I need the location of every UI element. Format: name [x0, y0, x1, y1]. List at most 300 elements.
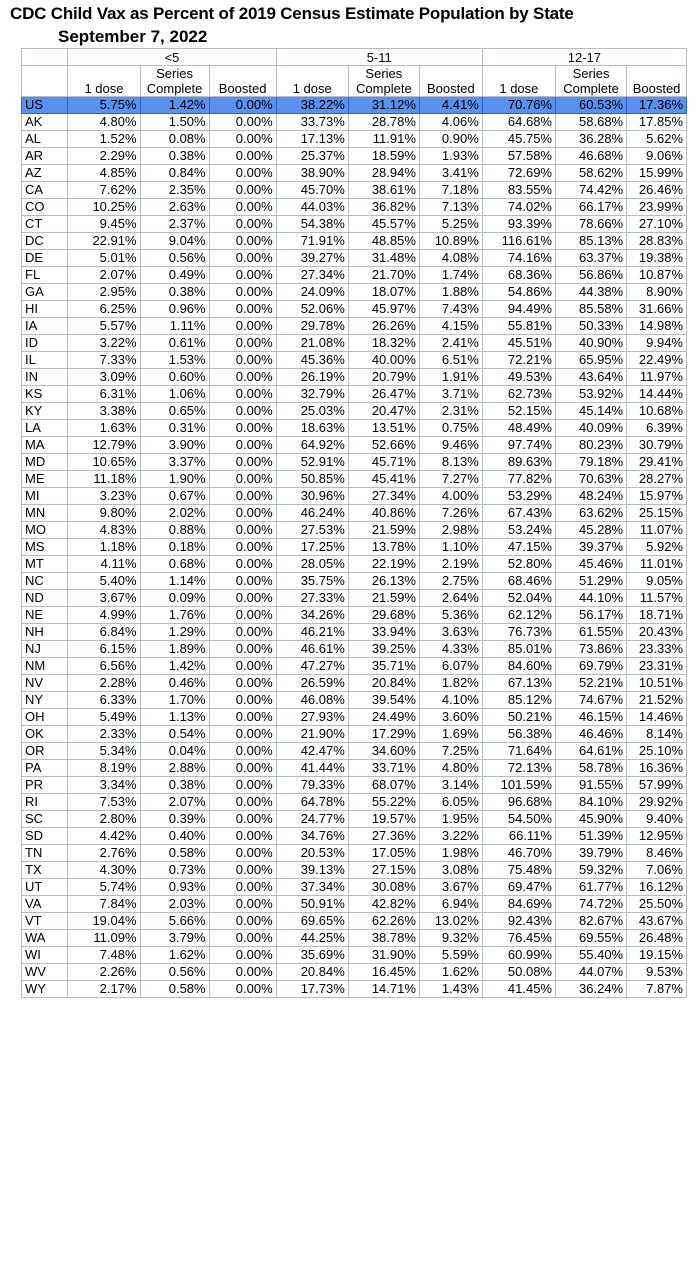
value-cell: 27.36% [348, 828, 419, 845]
value-cell: 20.43% [627, 624, 687, 641]
value-cell: 75.48% [482, 862, 555, 879]
value-cell: 17.29% [348, 726, 419, 743]
value-cell: 2.76% [68, 845, 140, 862]
value-cell: 71.91% [276, 233, 348, 250]
value-cell: 0.00% [209, 267, 276, 284]
table-row [22, 420, 687, 437]
value-cell: 1.63% [68, 420, 140, 437]
value-cell: 35.69% [276, 947, 348, 964]
value-cell: 40.86% [348, 505, 419, 522]
value-cell: 9.06% [627, 148, 687, 165]
value-cell: 80.23% [555, 437, 626, 454]
value-cell: 0.00% [209, 233, 276, 250]
state-code-cell: OK [22, 726, 68, 743]
value-cell: 4.80% [68, 114, 140, 131]
value-cell: 0.00% [209, 437, 276, 454]
column-header: Boosted [419, 66, 482, 97]
value-cell: 0.90% [419, 131, 482, 148]
value-cell: 0.00% [209, 590, 276, 607]
value-cell: 5.40% [68, 573, 140, 590]
value-cell: 12.79% [68, 437, 140, 454]
value-cell: 44.25% [276, 930, 348, 947]
value-cell: 2.80% [68, 811, 140, 828]
value-cell: 3.67% [68, 590, 140, 607]
value-cell: 34.26% [276, 607, 348, 624]
value-cell: 15.97% [627, 488, 687, 505]
value-cell: 13.51% [348, 420, 419, 437]
value-cell: 83.55% [482, 182, 555, 199]
value-cell: 27.34% [348, 488, 419, 505]
table-row [22, 318, 687, 335]
value-cell: 2.33% [68, 726, 140, 743]
column-header: Series Complete [555, 66, 626, 97]
value-cell: 52.06% [276, 301, 348, 318]
state-code-cell: WV [22, 964, 68, 981]
value-cell: 56.86% [555, 267, 626, 284]
page-title: CDC Child Vax as Percent of 2019 Census Estimate Population by State [10, 4, 574, 23]
value-cell: 50.08% [482, 964, 555, 981]
value-cell: 22.49% [627, 352, 687, 369]
value-cell: 59.32% [555, 862, 626, 879]
state-code-cell: AZ [22, 165, 68, 182]
value-cell: 116.61% [482, 233, 555, 250]
state-code-cell: LA [22, 420, 68, 437]
table-row [22, 199, 687, 216]
value-cell: 3.22% [419, 828, 482, 845]
value-cell: 60.99% [482, 947, 555, 964]
value-cell: 4.11% [68, 556, 140, 573]
value-cell: 68.36% [482, 267, 555, 284]
value-cell: 76.45% [482, 930, 555, 947]
value-cell: 26.47% [348, 386, 419, 403]
value-cell: 55.40% [555, 947, 626, 964]
value-cell: 0.46% [140, 675, 209, 692]
value-cell: 30.08% [348, 879, 419, 896]
value-cell: 51.29% [555, 573, 626, 590]
value-cell: 19.57% [348, 811, 419, 828]
value-cell: 0.08% [140, 131, 209, 148]
value-cell: 23.31% [627, 658, 687, 675]
table-row [22, 607, 687, 624]
value-cell: 56.17% [555, 607, 626, 624]
value-cell: 9.80% [68, 505, 140, 522]
value-cell: 45.75% [482, 131, 555, 148]
value-cell: 0.54% [140, 726, 209, 743]
value-cell: 1.52% [68, 131, 140, 148]
value-cell: 69.79% [555, 658, 626, 675]
table-row [22, 794, 687, 811]
value-cell: 14.44% [627, 386, 687, 403]
value-cell: 63.37% [555, 250, 626, 267]
value-cell: 38.22% [276, 97, 348, 114]
value-cell: 40.00% [348, 352, 419, 369]
value-cell: 9.32% [419, 930, 482, 947]
value-cell: 1.98% [419, 845, 482, 862]
value-cell: 1.88% [419, 284, 482, 301]
value-cell: 9.04% [140, 233, 209, 250]
table-row [22, 216, 687, 233]
value-cell: 39.27% [276, 250, 348, 267]
value-cell: 2.98% [419, 522, 482, 539]
value-cell: 36.82% [348, 199, 419, 216]
value-cell: 3.22% [68, 335, 140, 352]
value-cell: 55.22% [348, 794, 419, 811]
table-row [22, 760, 687, 777]
value-cell: 5.74% [68, 879, 140, 896]
state-code-cell: KY [22, 403, 68, 420]
value-cell: 84.69% [482, 896, 555, 913]
value-cell: 4.80% [419, 760, 482, 777]
state-code-cell: NM [22, 658, 68, 675]
value-cell: 1.93% [419, 148, 482, 165]
value-cell: 0.88% [140, 522, 209, 539]
table-row [22, 165, 687, 182]
value-cell: 2.31% [419, 403, 482, 420]
state-code-cell: MD [22, 454, 68, 471]
value-cell: 55.81% [482, 318, 555, 335]
value-cell: 4.06% [419, 114, 482, 131]
value-cell: 14.71% [348, 981, 419, 998]
value-cell: 62.26% [348, 913, 419, 930]
value-cell: 0.00% [209, 556, 276, 573]
value-cell: 17.73% [276, 981, 348, 998]
age-group-header: 5-11 [276, 49, 482, 66]
value-cell: 8.19% [68, 760, 140, 777]
value-cell: 0.00% [209, 777, 276, 794]
state-code-cell: ID [22, 335, 68, 352]
value-cell: 25.37% [276, 148, 348, 165]
state-code-cell: RI [22, 794, 68, 811]
value-cell: 9.45% [68, 216, 140, 233]
value-cell: 1.06% [140, 386, 209, 403]
value-cell: 38.61% [348, 182, 419, 199]
value-cell: 27.53% [276, 522, 348, 539]
value-cell: 2.88% [140, 760, 209, 777]
value-cell: 34.60% [348, 743, 419, 760]
value-cell: 48.24% [555, 488, 626, 505]
value-cell: 3.38% [68, 403, 140, 420]
value-cell: 18.63% [276, 420, 348, 437]
table-row [22, 828, 687, 845]
value-cell: 2.37% [140, 216, 209, 233]
value-cell: 2.41% [419, 335, 482, 352]
value-cell: 10.87% [627, 267, 687, 284]
value-cell: 85.12% [482, 692, 555, 709]
state-code-cell: MN [22, 505, 68, 522]
value-cell: 33.71% [348, 760, 419, 777]
value-cell: 9.05% [627, 573, 687, 590]
value-cell: 5.36% [419, 607, 482, 624]
value-cell: 19.04% [68, 913, 140, 930]
value-cell: 7.25% [419, 743, 482, 760]
table-row [22, 930, 687, 947]
value-cell: 0.00% [209, 981, 276, 998]
state-code-cell: US [22, 97, 68, 114]
table-row [22, 692, 687, 709]
value-cell: 28.05% [276, 556, 348, 573]
table-row [22, 981, 687, 998]
value-cell: 10.51% [627, 675, 687, 692]
value-cell: 28.27% [627, 471, 687, 488]
value-cell: 6.84% [68, 624, 140, 641]
value-cell: 6.51% [419, 352, 482, 369]
value-cell: 1.90% [140, 471, 209, 488]
value-cell: 1.89% [140, 641, 209, 658]
value-cell: 0.00% [209, 420, 276, 437]
value-cell: 0.00% [209, 386, 276, 403]
value-cell: 26.48% [627, 930, 687, 947]
value-cell: 47.15% [482, 539, 555, 556]
value-cell: 0.00% [209, 182, 276, 199]
value-cell: 45.57% [348, 216, 419, 233]
value-cell: 0.00% [209, 165, 276, 182]
value-cell: 97.74% [482, 437, 555, 454]
state-code-cell: DE [22, 250, 68, 267]
table-row [22, 488, 687, 505]
value-cell: 3.60% [419, 709, 482, 726]
value-cell: 6.39% [627, 420, 687, 437]
value-cell: 9.94% [627, 335, 687, 352]
value-cell: 2.26% [68, 964, 140, 981]
value-cell: 7.62% [68, 182, 140, 199]
value-cell: 6.94% [419, 896, 482, 913]
value-cell: 18.59% [348, 148, 419, 165]
table-row [22, 862, 687, 879]
value-cell: 14.98% [627, 318, 687, 335]
state-code-cell: FL [22, 267, 68, 284]
value-cell: 0.93% [140, 879, 209, 896]
value-cell: 0.00% [209, 216, 276, 233]
table-row [22, 369, 687, 386]
value-cell: 40.09% [555, 420, 626, 437]
value-cell: 0.67% [140, 488, 209, 505]
value-cell: 20.53% [276, 845, 348, 862]
value-cell: 4.30% [68, 862, 140, 879]
header-corner [22, 49, 68, 66]
value-cell: 10.25% [68, 199, 140, 216]
value-cell: 6.15% [68, 641, 140, 658]
value-cell: 2.29% [68, 148, 140, 165]
value-cell: 3.90% [140, 437, 209, 454]
value-cell: 0.00% [209, 709, 276, 726]
value-cell: 69.55% [555, 930, 626, 947]
value-cell: 21.90% [276, 726, 348, 743]
value-cell: 11.91% [348, 131, 419, 148]
value-cell: 5.25% [419, 216, 482, 233]
value-cell: 27.33% [276, 590, 348, 607]
state-code-cell: ME [22, 471, 68, 488]
value-cell: 44.07% [555, 964, 626, 981]
value-cell: 4.10% [419, 692, 482, 709]
value-cell: 0.38% [140, 284, 209, 301]
value-cell: 5.92% [627, 539, 687, 556]
value-cell: 6.25% [68, 301, 140, 318]
value-cell: 16.36% [627, 760, 687, 777]
value-cell: 1.74% [419, 267, 482, 284]
value-cell: 67.13% [482, 675, 555, 692]
value-cell: 0.73% [140, 862, 209, 879]
value-cell: 45.71% [348, 454, 419, 471]
value-cell: 0.00% [209, 505, 276, 522]
value-cell: 1.76% [140, 607, 209, 624]
age-group-header: 12-17 [482, 49, 686, 66]
value-cell: 65.95% [555, 352, 626, 369]
value-cell: 3.09% [68, 369, 140, 386]
state-code-cell: WA [22, 930, 68, 947]
value-cell: 29.68% [348, 607, 419, 624]
value-cell: 42.47% [276, 743, 348, 760]
value-cell: 3.37% [140, 454, 209, 471]
state-code-cell: DC [22, 233, 68, 250]
column-header-row [22, 66, 687, 97]
value-cell: 21.59% [348, 522, 419, 539]
value-cell: 0.84% [140, 165, 209, 182]
value-cell: 24.49% [348, 709, 419, 726]
vaccination-table [21, 48, 687, 998]
value-cell: 43.64% [555, 369, 626, 386]
value-cell: 34.76% [276, 828, 348, 845]
value-cell: 26.26% [348, 318, 419, 335]
value-cell: 8.90% [627, 284, 687, 301]
state-code-cell: IL [22, 352, 68, 369]
value-cell: 61.77% [555, 879, 626, 896]
value-cell: 45.28% [555, 522, 626, 539]
value-cell: 16.45% [348, 964, 419, 981]
value-cell: 42.82% [348, 896, 419, 913]
value-cell: 39.13% [276, 862, 348, 879]
value-cell: 74.67% [555, 692, 626, 709]
value-cell: 0.00% [209, 522, 276, 539]
value-cell: 17.13% [276, 131, 348, 148]
value-cell: 27.10% [627, 216, 687, 233]
value-cell: 0.00% [209, 335, 276, 352]
value-cell: 58.68% [555, 114, 626, 131]
value-cell: 44.10% [555, 590, 626, 607]
value-cell: 0.49% [140, 267, 209, 284]
state-code-cell: NC [22, 573, 68, 590]
table-row [22, 386, 687, 403]
age-group-header-row [22, 49, 687, 66]
table-row [22, 301, 687, 318]
value-cell: 26.59% [276, 675, 348, 692]
value-cell: 61.55% [555, 624, 626, 641]
value-cell: 85.13% [555, 233, 626, 250]
table-row [22, 624, 687, 641]
value-cell: 0.00% [209, 845, 276, 862]
value-cell: 57.58% [482, 148, 555, 165]
value-cell: 4.41% [419, 97, 482, 114]
value-cell: 52.15% [482, 403, 555, 420]
value-cell: 0.00% [209, 947, 276, 964]
value-cell: 74.72% [555, 896, 626, 913]
value-cell: 46.24% [276, 505, 348, 522]
value-cell: 1.13% [140, 709, 209, 726]
state-code-cell: IN [22, 369, 68, 386]
table-row [22, 658, 687, 675]
value-cell: 1.82% [419, 675, 482, 692]
value-cell: 0.68% [140, 556, 209, 573]
value-cell: 33.94% [348, 624, 419, 641]
value-cell: 0.00% [209, 97, 276, 114]
value-cell: 6.05% [419, 794, 482, 811]
value-cell: 50.85% [276, 471, 348, 488]
value-cell: 21.70% [348, 267, 419, 284]
value-cell: 0.00% [209, 199, 276, 216]
value-cell: 24.77% [276, 811, 348, 828]
table-row [22, 250, 687, 267]
value-cell: 0.00% [209, 471, 276, 488]
value-cell: 73.86% [555, 641, 626, 658]
value-cell: 66.11% [482, 828, 555, 845]
value-cell: 9.46% [419, 437, 482, 454]
state-code-cell: VA [22, 896, 68, 913]
value-cell: 45.90% [555, 811, 626, 828]
value-cell: 0.00% [209, 862, 276, 879]
value-cell: 46.61% [276, 641, 348, 658]
state-code-cell: IA [22, 318, 68, 335]
state-code-cell: ND [22, 590, 68, 607]
header-corner [22, 66, 68, 97]
value-cell: 1.43% [419, 981, 482, 998]
state-code-cell: WY [22, 981, 68, 998]
column-header: Boosted [627, 66, 687, 97]
value-cell: 39.37% [555, 539, 626, 556]
value-cell: 85.58% [555, 301, 626, 318]
value-cell: 26.19% [276, 369, 348, 386]
state-code-cell: NV [22, 675, 68, 692]
value-cell: 64.92% [276, 437, 348, 454]
value-cell: 11.09% [68, 930, 140, 947]
value-cell: 31.66% [627, 301, 687, 318]
value-cell: 0.00% [209, 403, 276, 420]
value-cell: 0.00% [209, 743, 276, 760]
value-cell: 30.79% [627, 437, 687, 454]
value-cell: 21.08% [276, 335, 348, 352]
value-cell: 60.53% [555, 97, 626, 114]
table-row [22, 709, 687, 726]
value-cell: 2.02% [140, 505, 209, 522]
value-cell: 4.99% [68, 607, 140, 624]
value-cell: 7.26% [419, 505, 482, 522]
value-cell: 89.63% [482, 454, 555, 471]
state-code-cell: PR [22, 777, 68, 794]
value-cell: 6.31% [68, 386, 140, 403]
value-cell: 46.68% [555, 148, 626, 165]
value-cell: 11.18% [68, 471, 140, 488]
state-code-cell: KS [22, 386, 68, 403]
value-cell: 11.57% [627, 590, 687, 607]
value-cell: 3.67% [419, 879, 482, 896]
value-cell: 0.04% [140, 743, 209, 760]
value-cell: 1.10% [419, 539, 482, 556]
value-cell: 2.19% [419, 556, 482, 573]
state-code-cell: WI [22, 947, 68, 964]
table-row [22, 573, 687, 590]
value-cell: 57.99% [627, 777, 687, 794]
state-code-cell: AL [22, 131, 68, 148]
value-cell: 67.43% [482, 505, 555, 522]
value-cell: 76.73% [482, 624, 555, 641]
value-cell: 3.23% [68, 488, 140, 505]
value-cell: 3.14% [419, 777, 482, 794]
value-cell: 13.78% [348, 539, 419, 556]
value-cell: 1.91% [419, 369, 482, 386]
value-cell: 0.00% [209, 301, 276, 318]
value-cell: 0.00% [209, 454, 276, 471]
value-cell: 25.10% [627, 743, 687, 760]
table-row [22, 352, 687, 369]
value-cell: 30.96% [276, 488, 348, 505]
